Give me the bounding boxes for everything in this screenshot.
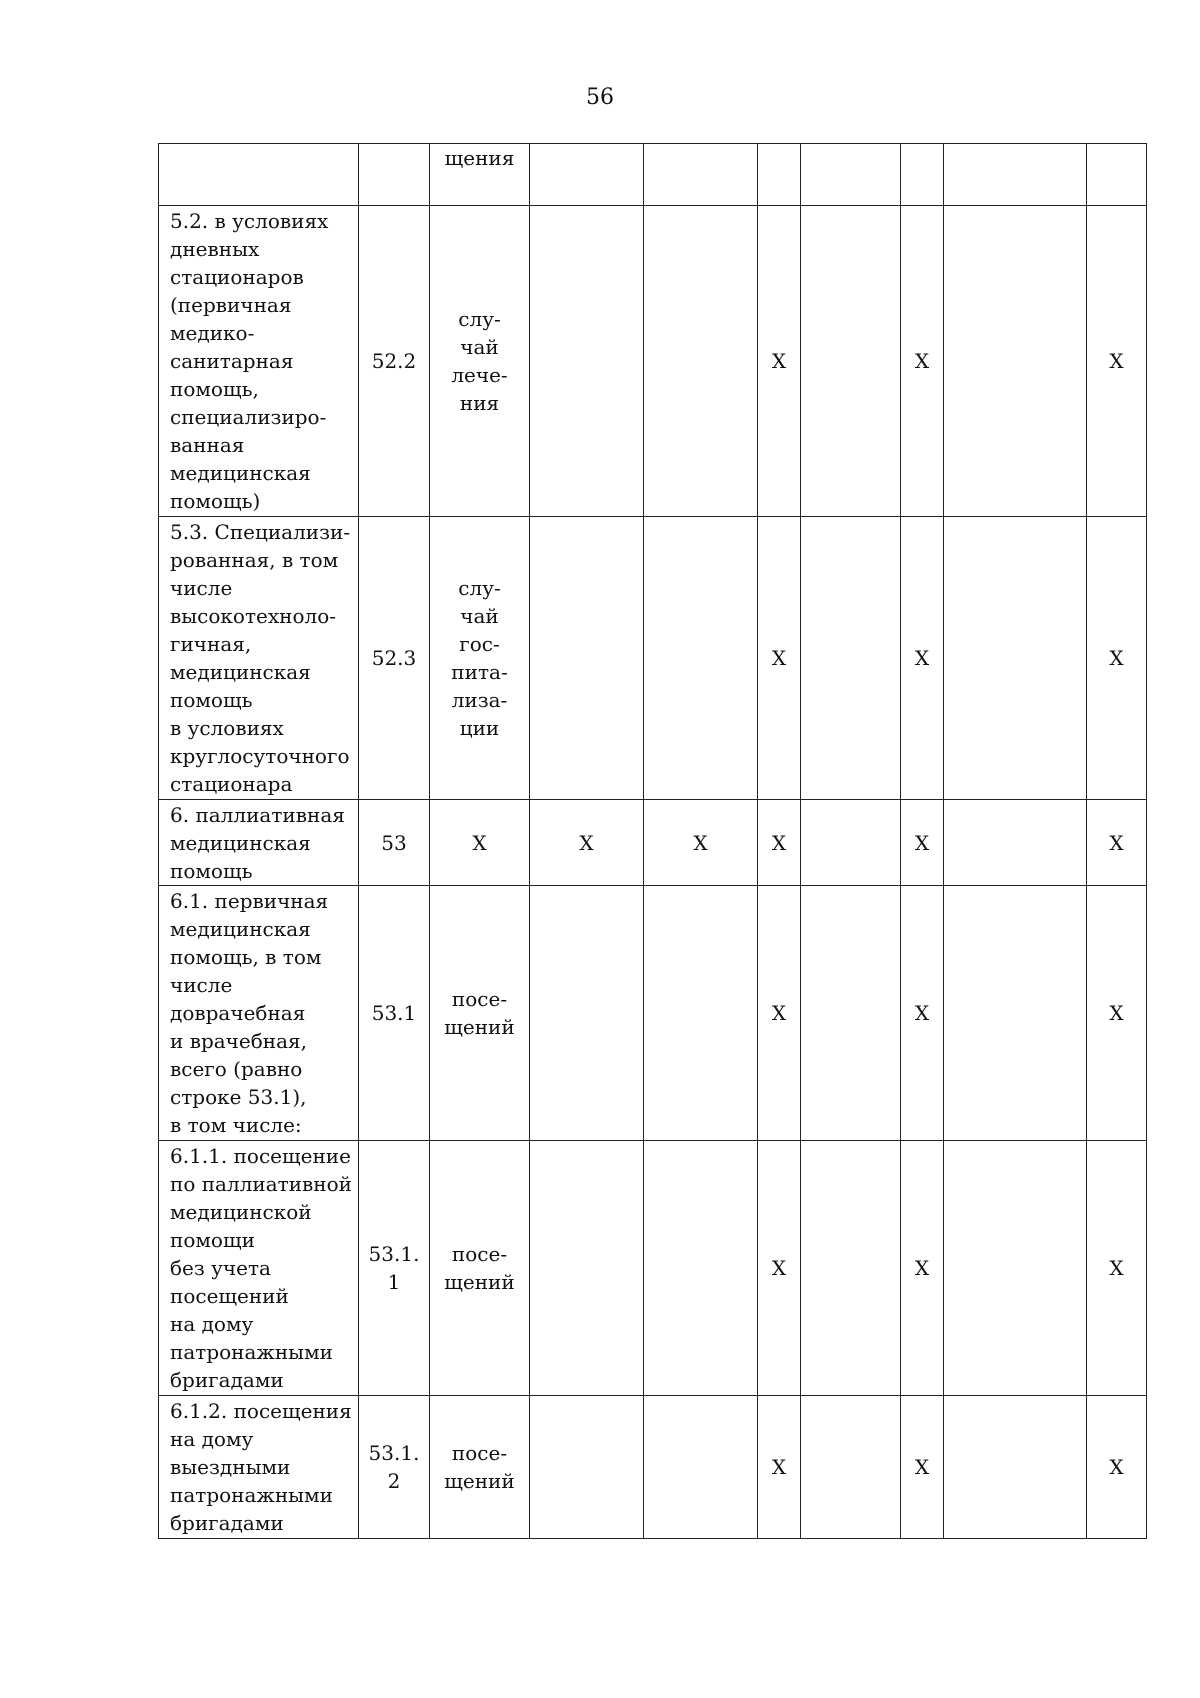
table-cell [644,1396,758,1539]
page-number: 56 [586,85,614,110]
table-cell [758,144,801,206]
table-cell: X [1087,517,1147,800]
table-row [159,517,1147,800]
row-code: 52.2 [371,349,417,373]
row-unit-cell [430,800,530,886]
row-unit-cell [430,1396,530,1539]
table-cell: X [758,517,801,800]
row-unit-cell [430,144,530,206]
table-row [159,144,1147,206]
table-cell: X [1087,1141,1147,1396]
table-cell [801,206,901,517]
table-cell [944,1396,1087,1539]
row-name-cell [159,886,359,1141]
row-code-cell [359,800,430,886]
row-name-cell [159,800,359,886]
row-code-cell [359,1141,430,1396]
row-name: 5.3. Специализи- рованная, в том числе высокотехноло- гичная, медицинская помощь в условиях круглосуточного стационара [170,520,351,796]
row-code: 53.1. 2 [368,1441,420,1493]
table-cell [644,206,758,517]
row-name: 5.2. в условиях дневных стационаров (первичная медико- санитарная помощь, специализиро- ванная медицинская помощь) [170,209,329,513]
row-code: 52.3 [371,646,417,670]
table-cell [644,886,758,1141]
row-code: 53.1 [371,1001,417,1025]
table-cell [644,144,758,206]
table-cell [944,144,1087,206]
row-name: 6. паллиативная медицинская помощь [170,803,345,883]
row-name-cell [159,144,359,206]
row-name: 6.1.1. посещение по паллиативной медицинской помощи без учета посещений на дому патронажными бригадами [170,1144,353,1392]
table-cell [801,517,901,800]
row-code-cell [359,206,430,517]
table-cell [944,800,1087,886]
table-cell [530,144,644,206]
table-cell: X [901,1396,944,1539]
row-unit-cell [430,886,530,1141]
table-cell [530,886,644,1141]
row-unit-cell [430,206,530,517]
table-cell: X [644,800,758,886]
row-unit: посе- щений [444,987,515,1039]
table-row [159,886,1147,1141]
table-cell: X [1087,800,1147,886]
table-cell [801,886,901,1141]
table-row [159,206,1147,517]
table-cell [530,517,644,800]
table-cell [1087,144,1147,206]
table-cell: X [901,886,944,1141]
table-cell: X [758,206,801,517]
row-name-cell [159,1396,359,1539]
row-code-cell [359,886,430,1141]
table-cell: X [1087,1396,1147,1539]
table-cell [944,1141,1087,1396]
table-cell [644,517,758,800]
table-row [159,1141,1147,1396]
table-cell: X [901,517,944,800]
row-code-cell [359,144,430,206]
row-unit: слу- чай лече- ния [451,307,508,415]
row-unit: посе- щений [444,1242,515,1294]
row-name-cell [159,1141,359,1396]
row-unit: X [472,830,487,855]
row-unit-cell [430,1141,530,1396]
table-cell: X [530,800,644,886]
table-cell [530,1141,644,1396]
table-cell: X [901,800,944,886]
table-cell [530,206,644,517]
table-cell: X [758,800,801,886]
row-unit: посе- щений [444,1441,515,1493]
row-code-cell [359,517,430,800]
table-cell [644,1141,758,1396]
row-name-cell [159,206,359,517]
table-cell: X [901,1141,944,1396]
table-row [159,1396,1147,1539]
table-row [159,800,1147,886]
row-code: 53.1. 1 [368,1242,420,1294]
table-cell [801,1141,901,1396]
table-cell [801,800,901,886]
table-cell [901,144,944,206]
row-name: 6.1. первичная медицинская помощь, в том числе доврачебная и врачебная, всего (равно строке 53.1), в том числе: [170,889,329,1137]
table-cell [944,886,1087,1141]
table-cell: X [901,206,944,517]
row-name-cell [159,517,359,800]
table-cell: X [1087,886,1147,1141]
table-cell [944,206,1087,517]
table-cell [944,517,1087,800]
table-cell: X [758,886,801,1141]
data-table [158,143,1147,1539]
table-cell [801,144,901,206]
row-unit-cell [430,517,530,800]
row-unit: слу- чай гос- пита- лиза- ции [451,576,508,740]
row-code: 53 [381,830,407,855]
row-name: 6.1.2. посещения на дому выездными патронажными бригадами [170,1399,352,1535]
table-cell: X [1087,206,1147,517]
table-cell [801,1396,901,1539]
table-cell [530,1396,644,1539]
table-cell: X [758,1141,801,1396]
row-code-cell [359,1396,430,1539]
row-unit: щения [444,146,515,170]
table-cell: X [758,1396,801,1539]
